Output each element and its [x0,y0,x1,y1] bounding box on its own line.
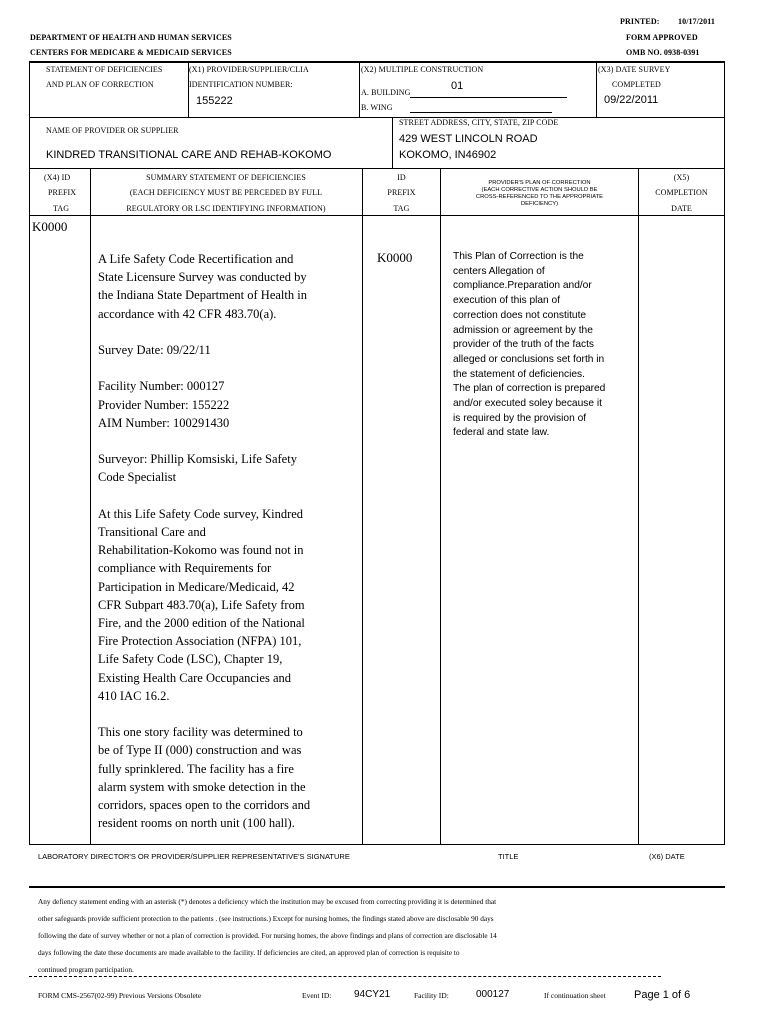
summary-line: the Indiana State Department of Health in [98,288,307,303]
summary-line: State Licensure Survey was conducted by [98,270,307,285]
form-approved: FORM APPROVED [626,33,698,42]
x5-header-3: DATE [671,204,692,213]
id-header-1: ID [397,173,406,182]
summary-line [98,487,360,505]
summary-line: Code Specialist [98,470,177,485]
poc-line: centers Allegation of [453,265,545,277]
summary-line: Rehabilitation-Kokomo was found not in [98,543,304,558]
footnote-line: days following the date these documents are made available to the facility. If deficiencies are cited, an approved plan of correction is requisite to [38,948,460,957]
event-id-label: Event ID: [302,991,332,1000]
printed-date: 10/17/2011 [678,17,716,26]
footnote-line: other safeguards provide sufficient protection to the patients . (see instructions.) Except for nursing homes, the findings stated above are disclosable 90 days [38,914,494,923]
poc-line: alleged or conclusions set forth in [453,353,605,365]
summary-line: Life Safety Code (LSC), Chapter 19, [98,652,283,667]
poc-line: The plan of correction is prepared [453,383,606,395]
x3-label-1: (X3) DATE SURVEY [598,65,671,74]
poc-line: compliance.Preparation and/or [453,280,592,292]
summary-line: accordance with 42 CFR 483.70(a). [98,306,277,321]
id-header-2: PREFIX [387,188,416,197]
poc-line: admission or agreement by the [453,324,593,336]
x4-header-3: TAG [53,204,70,213]
poc-line: federal and state law. [453,427,550,439]
x4-header-1: (X4) ID [44,173,71,182]
x1-label-1: (X1) PROVIDER/SUPPLIER/CLIA [189,65,309,74]
summary-line [98,323,360,341]
summary-line: 410 IAC 16.2. [98,688,170,703]
summary-line: CFR Subpart 483.70(a), Life Safety from [98,597,305,612]
facility-id-value: 000127 [476,989,510,1000]
x5-header-1: (X5) [673,173,690,182]
continuation-label: If continuation sheet [544,991,606,1000]
summary-header-3: REGULATORY OR LSC IDENTIFYING INFORMATION) [126,204,326,213]
printed-label: PRINTED: [620,17,660,26]
survey-date-value: 09/22/2011 [604,94,659,106]
building-value: 01 [451,80,464,92]
summary-line: Participation in Medicare/Medicaid, 42 [98,579,295,594]
summary-header-2: (EACH DEFICIENCY MUST BE PERCEDED BY FULL [129,188,323,197]
poc-header [441,180,638,208]
summary-line: Transitional Care and [98,525,206,540]
footnote-line: Any defiency statement ending with an asterisk (*) denotes a deficiency which the institution may be excused from correcting providing it is determined that [38,897,497,906]
summary-line: resident rooms on north unit (100 hall). [98,816,295,831]
poc-header-2: (EACH CORRECTIVE ACTION SHOULD BE [481,187,598,193]
poc-line: is required by the provision of [453,412,587,424]
facility-id-label: Facility ID: [414,991,449,1000]
summary-line: A Life Safety Code Recertification and [98,252,294,266]
plan-of-correction [453,250,637,441]
summary-header-1: SUMMARY STATEMENT OF DEFICIENCIES [146,173,306,182]
summary-statement [98,250,360,833]
tag-right: K0000 [377,250,413,265]
summary-line: corridors, spaces open to the corridors and [98,798,311,813]
summary-line [98,705,360,723]
form-number: FORM CMS-2567(02-99) Previous Versions Obsolete [38,991,202,1000]
footnote [38,893,718,978]
summary-line: Existing Health Care Occupancies and [98,670,291,685]
x3-label-2: COMPLETED [612,80,661,89]
title-label: TITLE [498,852,519,861]
statement-label-2: AND PLAN OF CORRECTION [46,80,154,89]
cms-heading: CENTERS FOR MEDICARE & MEDICAID SERVICES [30,48,232,57]
poc-header-3: CROSS-REFERENCED TO THE APPROPRIATE [475,194,604,200]
x5-header-2: COMPLETION [655,188,708,197]
id-header-3: TAG [393,204,410,213]
wing-label: B. WING [361,103,393,112]
summary-line: Provider Number: 155222 [98,397,230,412]
summary-line: This one story facility was determined to [98,725,303,740]
signature-label: LABORATORY DIRECTOR'S OR PROVIDER/SUPPLIER REPRESENTATIVE'S SIGNATURE [38,852,350,861]
event-id-value: 94CY21 [354,989,391,1000]
poc-header-4: DEFICIENCY) [520,201,559,207]
x6-date-label: (X6) DATE [649,852,685,861]
provider-name-label: NAME OF PROVIDER OR SUPPLIER [46,126,179,135]
summary-line [98,432,360,450]
summary-line: Fire Protection Association (NFPA) 101, [98,634,302,649]
address-line-1: 429 WEST LINCOLN ROAD [399,133,538,145]
summary-line: AIM Number: 100291430 [98,415,230,430]
summary-line: Facility Number: 000127 [98,379,225,394]
poc-line: the statement of deficiencies. [453,368,585,380]
summary-line [98,359,360,377]
summary-line: Surveyor: Phillip Komsiski, Life Safety [98,452,297,467]
provider-id-value: 155222 [196,95,233,107]
building-label: A. BUILDING [361,88,411,97]
poc-line: and/or executed soley because it [453,398,602,410]
footnote-line: continued program participation. [38,965,134,974]
summary-line: compliance with Requirements for [98,561,272,576]
summary-line: alarm system with smoke detection in the [98,779,306,794]
x4-header-2: PREFIX [48,188,77,197]
summary-line: At this Life Safety Code survey, Kindred [98,506,304,521]
summary-line: be of Type II (000) construction and was [98,743,302,758]
tag-left: K0000 [32,219,68,234]
poc-line: provider of the truth of the facts [453,339,595,351]
address-line-2: KOKOMO, IN46902 [399,149,497,161]
poc-line: execution of this plan of [453,295,561,307]
poc-header-1: PROVIDER'S PLAN OF CORRECTION [488,180,591,186]
poc-line: correction does not constitute [453,309,587,321]
footnote-line: following the date of survey whether or not a plan of correction is provided. For nursing homes, the above findings and plans of correction are disclosable 14 [38,931,497,940]
department-heading: DEPARTMENT OF HEALTH AND HUMAN SERVICES [30,33,232,42]
poc-line: This Plan of Correction is the [453,251,584,262]
summary-line: fully sprinklered. The facility has a fire [98,761,294,776]
summary-line: Fire, and the 2000 edition of the National [98,616,305,631]
x1-label-2: IDENTIFICATION NUMBER: [189,80,293,89]
x2-label: (X2) MULTIPLE CONSTRUCTION [361,65,484,74]
omb-number: OMB NO. 0938-0391 [626,48,700,57]
provider-name: KINDRED TRANSITIONAL CARE AND REHAB-KOKOMO [46,149,332,161]
statement-label-1: STATEMENT OF DEFICIENCIES [46,65,163,74]
page-number: Page 1 of 6 [634,989,691,1001]
summary-line: Survey Date: 09/22/11 [98,343,211,358]
address-label: STREET ADDRESS, CITY, STATE, ZIP CODE [399,118,559,127]
